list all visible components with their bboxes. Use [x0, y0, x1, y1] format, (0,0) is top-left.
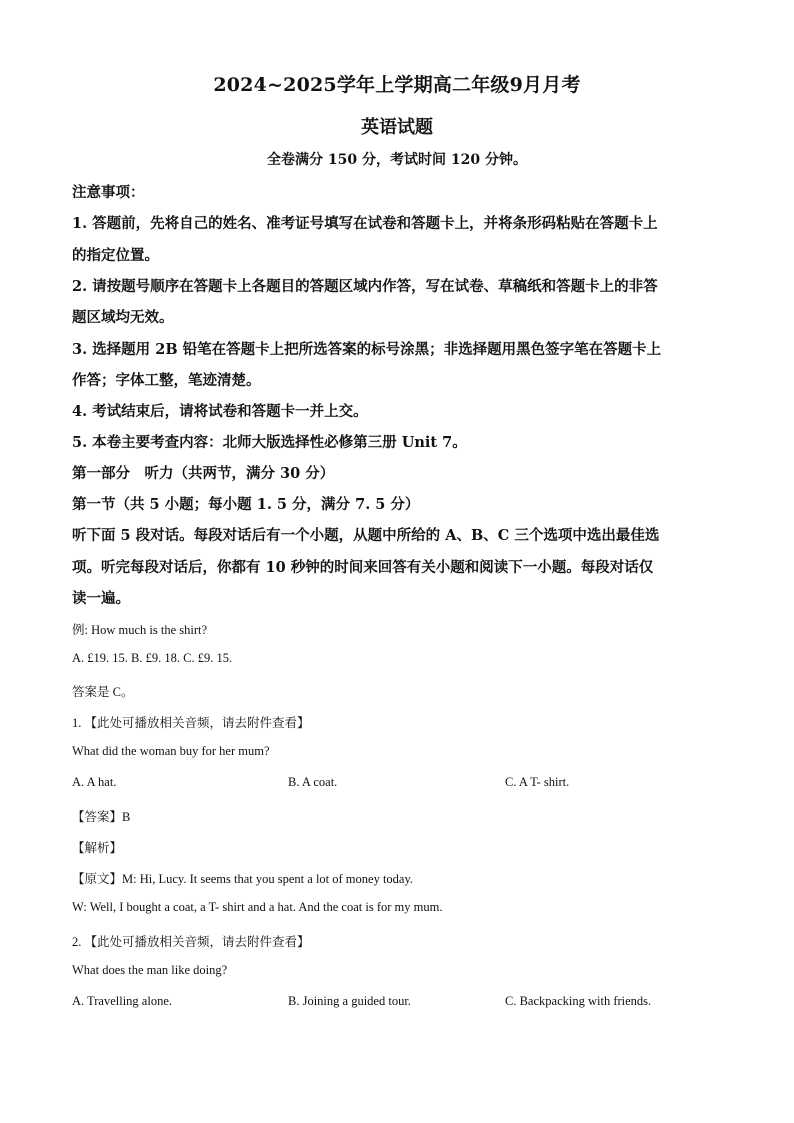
- q1-stem: 1. 【此处可播放相关音频，请去附件查看】: [72, 716, 310, 730]
- example-answer: 答案是 C。: [72, 685, 134, 699]
- note-4: 4. 考试结束后，请将试卷和答题卡一并上交。: [72, 403, 368, 420]
- instructions-line-1: 听下面 5 段对话。每段对话后有一个小题，从题中所给的 A、B、C 三个选项中选出最佳选: [72, 527, 660, 544]
- note-1-line-1: 1. 答题前，先将自己的姓名、准考证号填写在试卷和答题卡上，并将条形码粘贴在答题卡上: [72, 215, 658, 232]
- q1-original-line-1: 【原文】M: Hi, Lucy. It seems that you spent a lot of money today.: [72, 872, 414, 886]
- q1-question: What did the woman buy for her mum?: [72, 744, 270, 758]
- note-1-line-2: 的指定位置。: [72, 247, 159, 264]
- example-question: 例: How much is the shirt?: [72, 623, 208, 637]
- note-3-line-1: 3. 选择题用 2B 铅笔在答题卡上把所选答案的标号涂黑；非选择题用黑色签字笔在答题卡上: [72, 341, 662, 358]
- q1-option-a: A. A hat.: [72, 775, 117, 789]
- example-options: A. £19. 15. B. £9. 18. C. £9. 15.: [72, 651, 233, 665]
- q1-original-line-2: W: Well, I bought a coat, a T- shirt and a hat. And the coat is for my mum.: [72, 900, 443, 914]
- q2-option-b: B. Joining a guided tour.: [288, 994, 411, 1008]
- section1-heading: 第一节（共 5 小题；每小题 1. 5 分，满分 7. 5 分）: [72, 496, 420, 513]
- instructions-line-2: 项。听完每段对话后，你都有 10 秒钟的时间来回答有关小题和阅读下一小题。每段对话仅: [72, 559, 654, 576]
- q2-option-a: A. Travelling alone.: [72, 994, 172, 1008]
- note-2-line-2: 题区域均无效。: [72, 309, 174, 326]
- exam-title: 2024~2025学年上学期高二年级9月月考: [213, 74, 581, 96]
- q2-option-c: C. Backpacking with friends.: [505, 994, 652, 1008]
- instructions-line-3: 读一遍。: [72, 590, 130, 607]
- exam-subject: 英语试题: [361, 117, 433, 138]
- q1-option-b: B. A coat.: [288, 775, 338, 789]
- q1-analysis: 【解析】: [72, 841, 123, 855]
- note-3-line-2: 作答；字体工整，笔迹清楚。: [72, 372, 261, 389]
- note-5: 5. 本卷主要考查内容：北师大版选择性必修第三册 Unit 7。: [72, 434, 467, 451]
- note-2-line-1: 2. 请按题号顺序在答题卡上各题目的答题区域内作答，写在试卷、草稿纸和答题卡上的非答: [72, 278, 658, 295]
- q1-option-c: C. A T- shirt.: [505, 775, 570, 789]
- q2-question: What does the man like doing?: [72, 963, 228, 977]
- q1-answer: 【答案】B: [72, 810, 131, 824]
- notes-heading: 注意事项：: [72, 184, 145, 201]
- part1-heading: 第一部分 听力（共两节，满分 30 分）: [72, 465, 335, 482]
- q2-stem: 2. 【此处可播放相关音频，请去附件查看】: [72, 935, 310, 949]
- score-time-note: 全卷满分 150 分，考试时间 120 分钟。: [267, 152, 527, 168]
